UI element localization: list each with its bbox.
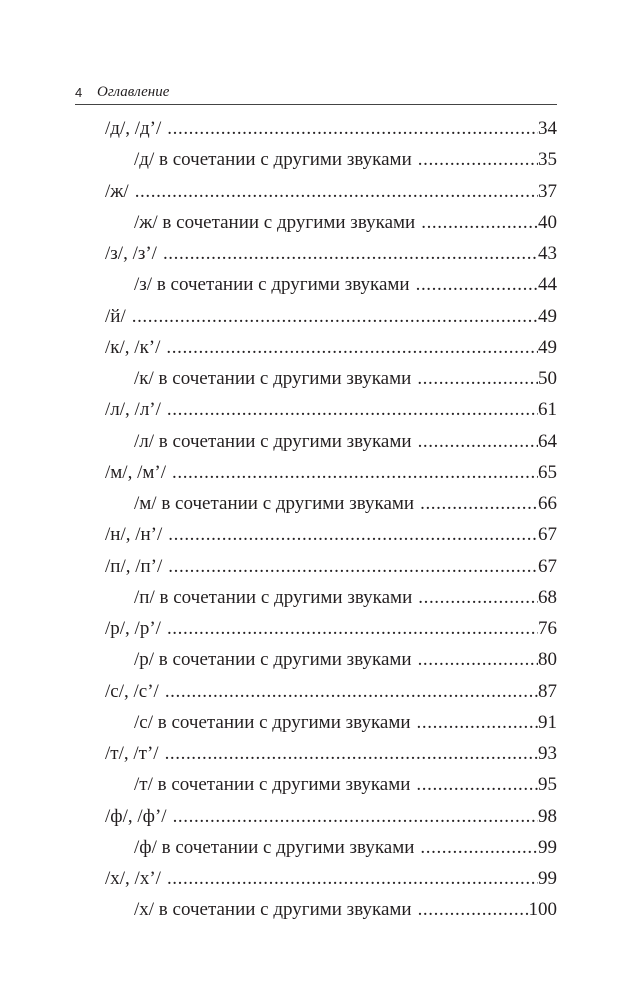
toc-entry-title: /ф/, /ф’/	[105, 805, 167, 827]
toc-entry-page: 50	[538, 368, 557, 389]
toc-entry-title: /ж/ в сочетании с другими звуками	[134, 211, 416, 233]
dot-leader	[168, 556, 538, 578]
toc-entry	[105, 681, 557, 712]
dot-leader	[417, 712, 538, 734]
dot-leader	[417, 368, 538, 390]
dot-leader	[416, 774, 538, 796]
dot-leader	[132, 306, 538, 328]
toc-entry	[105, 556, 557, 587]
dot-leader	[165, 681, 538, 703]
toc-entry	[105, 368, 557, 399]
dot-leader	[416, 274, 538, 296]
dot-leader	[135, 181, 538, 203]
dot-leader	[418, 149, 538, 171]
toc-entry	[105, 181, 557, 212]
dot-leader	[421, 212, 538, 234]
dot-leader	[420, 837, 538, 859]
toc-entry-title: /й/	[105, 305, 126, 327]
toc-entry	[105, 868, 557, 899]
toc-entry-page: 35	[538, 149, 557, 171]
toc-entry	[105, 649, 557, 680]
dot-leader	[167, 868, 538, 890]
dot-leader	[173, 806, 538, 828]
toc-entry-page: 99	[538, 868, 557, 889]
toc-entry	[105, 149, 557, 180]
toc-entry-title: /д/ в сочетании с другими звуками	[134, 149, 412, 171]
dot-leader	[167, 118, 538, 140]
toc-entry-page: 37	[538, 180, 557, 202]
dot-leader	[418, 587, 538, 609]
toc-entry-page: 49	[538, 305, 557, 327]
toc-entry-title: /л/, /л’/	[105, 399, 161, 421]
toc-entry-title: /д/, /д’/	[105, 118, 162, 139]
toc-entry-title: /н/, /н’/	[105, 524, 163, 546]
toc-entry	[105, 212, 557, 243]
toc-entry	[105, 118, 557, 149]
toc-entry	[105, 774, 557, 805]
toc-entry-page: 40	[538, 211, 557, 233]
toc-entry-page: 76	[538, 618, 557, 639]
header-title: Оглавление	[97, 84, 170, 100]
toc-entry-page: 93	[538, 743, 557, 764]
toc-entry-title: /з/, /з’/	[105, 243, 157, 264]
running-header	[75, 84, 557, 105]
dot-leader	[418, 899, 529, 921]
toc-entry-title: /м/ в сочетании с другими звуками	[134, 493, 415, 514]
toc-entry	[105, 587, 557, 618]
dot-leader	[167, 618, 538, 640]
toc-entry-page: 98	[538, 805, 557, 827]
dot-leader	[420, 493, 538, 515]
dot-leader	[172, 462, 538, 484]
toc-entry-title: /п/, /п’/	[105, 555, 163, 577]
toc-entry	[105, 399, 557, 430]
dot-leader	[165, 743, 538, 765]
toc-entry-title: /т/ в сочетании с другими звуками	[134, 774, 411, 796]
toc-entry-page: 80	[538, 649, 557, 671]
toc-entry-page: 43	[538, 243, 557, 264]
dot-leader	[163, 243, 538, 265]
toc-entry-page: 67	[538, 524, 557, 546]
dot-leader	[166, 337, 538, 359]
toc-entry-page: 100	[528, 899, 557, 921]
toc-entry-title: /с/ в сочетании с другими звуками	[134, 711, 411, 733]
toc-entry	[105, 899, 557, 930]
toc-entry-page: 67	[538, 555, 557, 577]
toc-entry-title: /х/, /х’/	[105, 868, 161, 889]
toc-entry	[105, 306, 557, 337]
page-number: 4	[75, 85, 83, 100]
toc-entry	[105, 337, 557, 368]
dot-leader	[418, 649, 538, 671]
toc-entry	[105, 712, 557, 743]
toc-entry	[105, 618, 557, 649]
toc-entry-title: /ф/ в сочетании с другими звуками	[134, 836, 415, 858]
toc-entry-title: /с/, /с’/	[105, 680, 159, 702]
toc-entry-title: /к/, /к’/	[105, 336, 161, 358]
toc-entry-page: 66	[538, 493, 557, 514]
dot-leader	[418, 431, 538, 453]
toc-entry-title: /т/, /т’/	[105, 743, 159, 764]
toc-entry-page: 61	[538, 399, 557, 421]
toc-entry-page: 34	[538, 118, 557, 139]
toc-entry-title: /р/ в сочетании с другими звуками	[134, 649, 412, 671]
toc-entry-title: /л/ в сочетании с другими звуками	[134, 430, 412, 452]
toc-entry-title: /м/, /м’/	[105, 461, 166, 483]
dot-leader	[168, 524, 538, 546]
toc-entry-page: 87	[538, 680, 557, 702]
toc-entry	[105, 274, 557, 305]
toc-entry	[105, 524, 557, 555]
table-of-contents	[105, 118, 557, 931]
dot-leader	[167, 399, 538, 421]
toc-entry	[105, 431, 557, 462]
toc-entry-title: /п/ в сочетании с другими звуками	[134, 586, 413, 608]
toc-entry	[105, 743, 557, 774]
toc-entry	[105, 243, 557, 274]
toc-entry-title: /х/ в сочетании с другими звуками	[134, 899, 412, 921]
toc-entry	[105, 837, 557, 868]
toc-entry-page: 64	[538, 430, 557, 452]
toc-entry-page: 44	[538, 274, 557, 296]
toc-entry-page: 95	[538, 774, 557, 796]
toc-entry-title: /р/, /р’/	[105, 618, 161, 639]
toc-entry-page: 99	[538, 836, 557, 858]
toc-entry-page: 68	[538, 586, 557, 608]
toc-entry-page: 91	[538, 711, 557, 733]
toc-entry-page: 49	[538, 336, 557, 358]
toc-entry-title: /з/ в сочетании с другими звуками	[134, 274, 410, 296]
toc-entry-title: /ж/	[105, 180, 129, 202]
toc-entry	[105, 806, 557, 837]
toc-entry-title: /к/ в сочетании с другими звуками	[134, 368, 412, 389]
toc-entry	[105, 462, 557, 493]
toc-entry-page: 65	[538, 461, 557, 483]
toc-entry	[105, 493, 557, 524]
